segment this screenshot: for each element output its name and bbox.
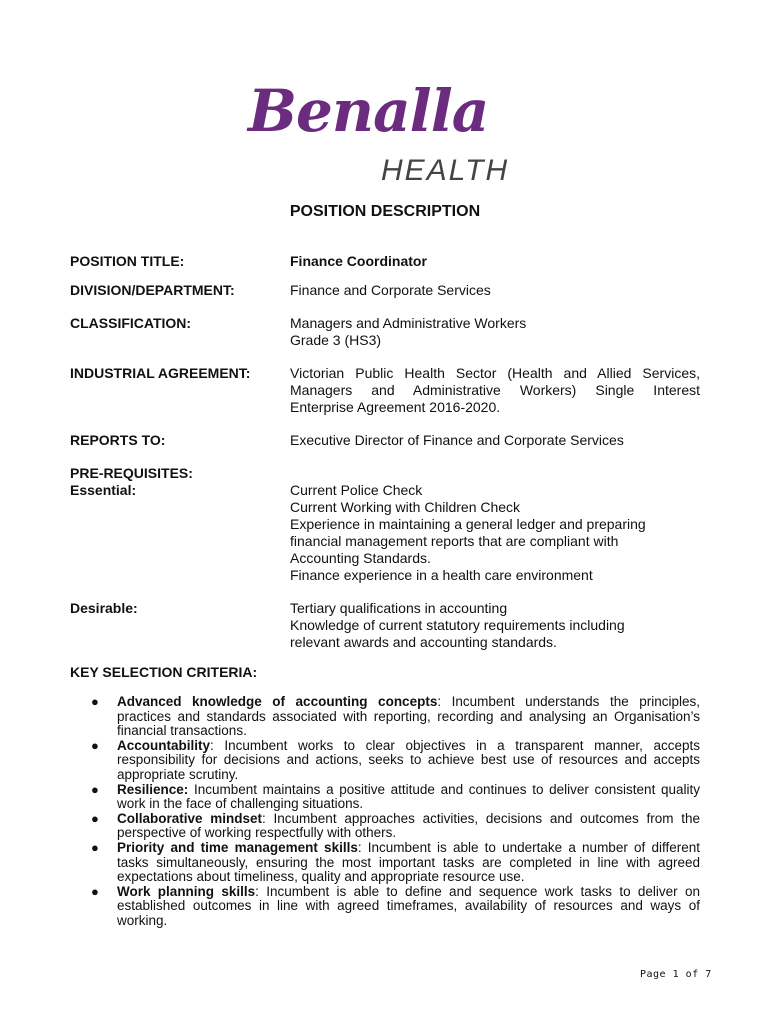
classification-line: Grade 3 (HS3) bbox=[290, 332, 382, 348]
reports-to-label: REPORTS TO: bbox=[70, 432, 166, 448]
ksc-heading: KEY SELECTION CRITERIA: bbox=[70, 664, 258, 680]
criteria-item bbox=[91, 839, 700, 885]
essential-item: Finance experience in a health care environment bbox=[290, 567, 593, 583]
desirable-list bbox=[290, 600, 700, 651]
position-title-label: POSITION TITLE: bbox=[70, 253, 185, 269]
criteria-list bbox=[91, 694, 700, 929]
essential-item: financial management reports that are compliant with bbox=[290, 533, 619, 549]
prerequisites-label bbox=[70, 465, 193, 499]
page-number: Page 1 of 7 bbox=[640, 969, 712, 980]
criteria-term: Resilience: bbox=[117, 781, 189, 797]
criteria-term: Priority and time management skills bbox=[117, 839, 358, 855]
criteria-term: Collaborative mindset bbox=[117, 810, 263, 826]
criteria-item bbox=[91, 737, 700, 783]
classification-value bbox=[290, 315, 700, 349]
classification-label: CLASSIFICATION: bbox=[70, 315, 192, 331]
criteria-item bbox=[91, 694, 700, 739]
logo-wordmark: Benalla bbox=[248, 77, 489, 145]
essential-label: Essential: bbox=[70, 482, 137, 498]
essential-item: Current Police Check bbox=[290, 482, 423, 498]
criteria-item bbox=[91, 883, 700, 929]
criteria-term: Advanced knowledge of accounting concepts bbox=[117, 694, 438, 709]
division-value: Finance and Corporate Services bbox=[290, 282, 491, 298]
criteria-text: : Incumbent understands the principles, practices and standards associated with reporting, recording and analysing an Organisation’s financial transactions. bbox=[117, 694, 700, 739]
agreement-value bbox=[290, 365, 700, 416]
criteria-text: : Incumbent works to clear objectives in a transparent manner, accepts responsibility for decisions and actions, seeks to achieve best use of resources and accepts appropriate scrutiny. bbox=[117, 737, 700, 782]
criteria-text: : Incumbent is able to undertake a number of different tasks simultaneously, ensuring the most important tasks are completed in line with agreed expectations about timeliness, quality and appropriate resource use. bbox=[117, 839, 700, 885]
criteria-text: : Incumbent approaches activities, decisions and outcomes from the perspective of working respectfully with others. bbox=[117, 810, 700, 841]
essential-list bbox=[290, 482, 700, 584]
agreement-line: Victorian Public Health Sector (Health and Allied Services, bbox=[290, 365, 700, 381]
desirable-item: relevant awards and accounting standards. bbox=[290, 634, 557, 650]
desirable-item: Tertiary qualifications in accounting bbox=[290, 600, 508, 616]
criteria-text: : Incumbent is able to define and sequence work tasks to deliver on established outcomes in line with agreed timeframes, availability of resources and ways of working. bbox=[117, 883, 700, 928]
bullet-icon: ● bbox=[91, 781, 99, 797]
bullet-icon: ● bbox=[91, 839, 99, 855]
reports-to-value: Executive Director of Finance and Corporate Services bbox=[290, 432, 624, 448]
criteria-text: Incumbent maintains a positive attitude and continues to deliver consistent quality work in the face of challenging situations. bbox=[117, 781, 700, 812]
logo-subtitle: HEALTH bbox=[381, 154, 510, 187]
classification-line: Managers and Administrative Workers bbox=[290, 315, 527, 331]
criteria-term: Accountability bbox=[117, 737, 211, 753]
prerequisites-heading: PRE-REQUISITES: bbox=[70, 465, 193, 481]
position-title-value: Finance Coordinator bbox=[290, 253, 427, 269]
desirable-label: Desirable: bbox=[70, 600, 138, 616]
essential-item: Experience in maintaining a general ledger and preparing bbox=[290, 516, 646, 532]
bullet-icon: ● bbox=[91, 810, 99, 826]
agreement-label: INDUSTRIAL AGREEMENT: bbox=[70, 365, 251, 381]
bullet-icon: ● bbox=[91, 883, 99, 899]
criteria-item bbox=[91, 781, 700, 812]
essential-item: Accounting Standards. bbox=[290, 550, 431, 566]
division-label: DIVISION/DEPARTMENT: bbox=[70, 282, 235, 298]
desirable-item: Knowledge of current statutory requirements including bbox=[290, 617, 625, 633]
criteria-item bbox=[91, 810, 700, 841]
benalla-health-logo bbox=[248, 77, 538, 192]
bullet-icon: ● bbox=[91, 694, 99, 709]
criteria-term: Work planning skills bbox=[117, 883, 256, 899]
agreement-line: Managers and Administrative Workers) Single Interest bbox=[290, 382, 700, 398]
document-title: POSITION DESCRIPTION bbox=[289, 203, 481, 220]
bullet-icon: ● bbox=[91, 737, 99, 753]
essential-item: Current Working with Children Check bbox=[290, 499, 521, 515]
agreement-line: Enterprise Agreement 2016-2020. bbox=[290, 399, 501, 415]
